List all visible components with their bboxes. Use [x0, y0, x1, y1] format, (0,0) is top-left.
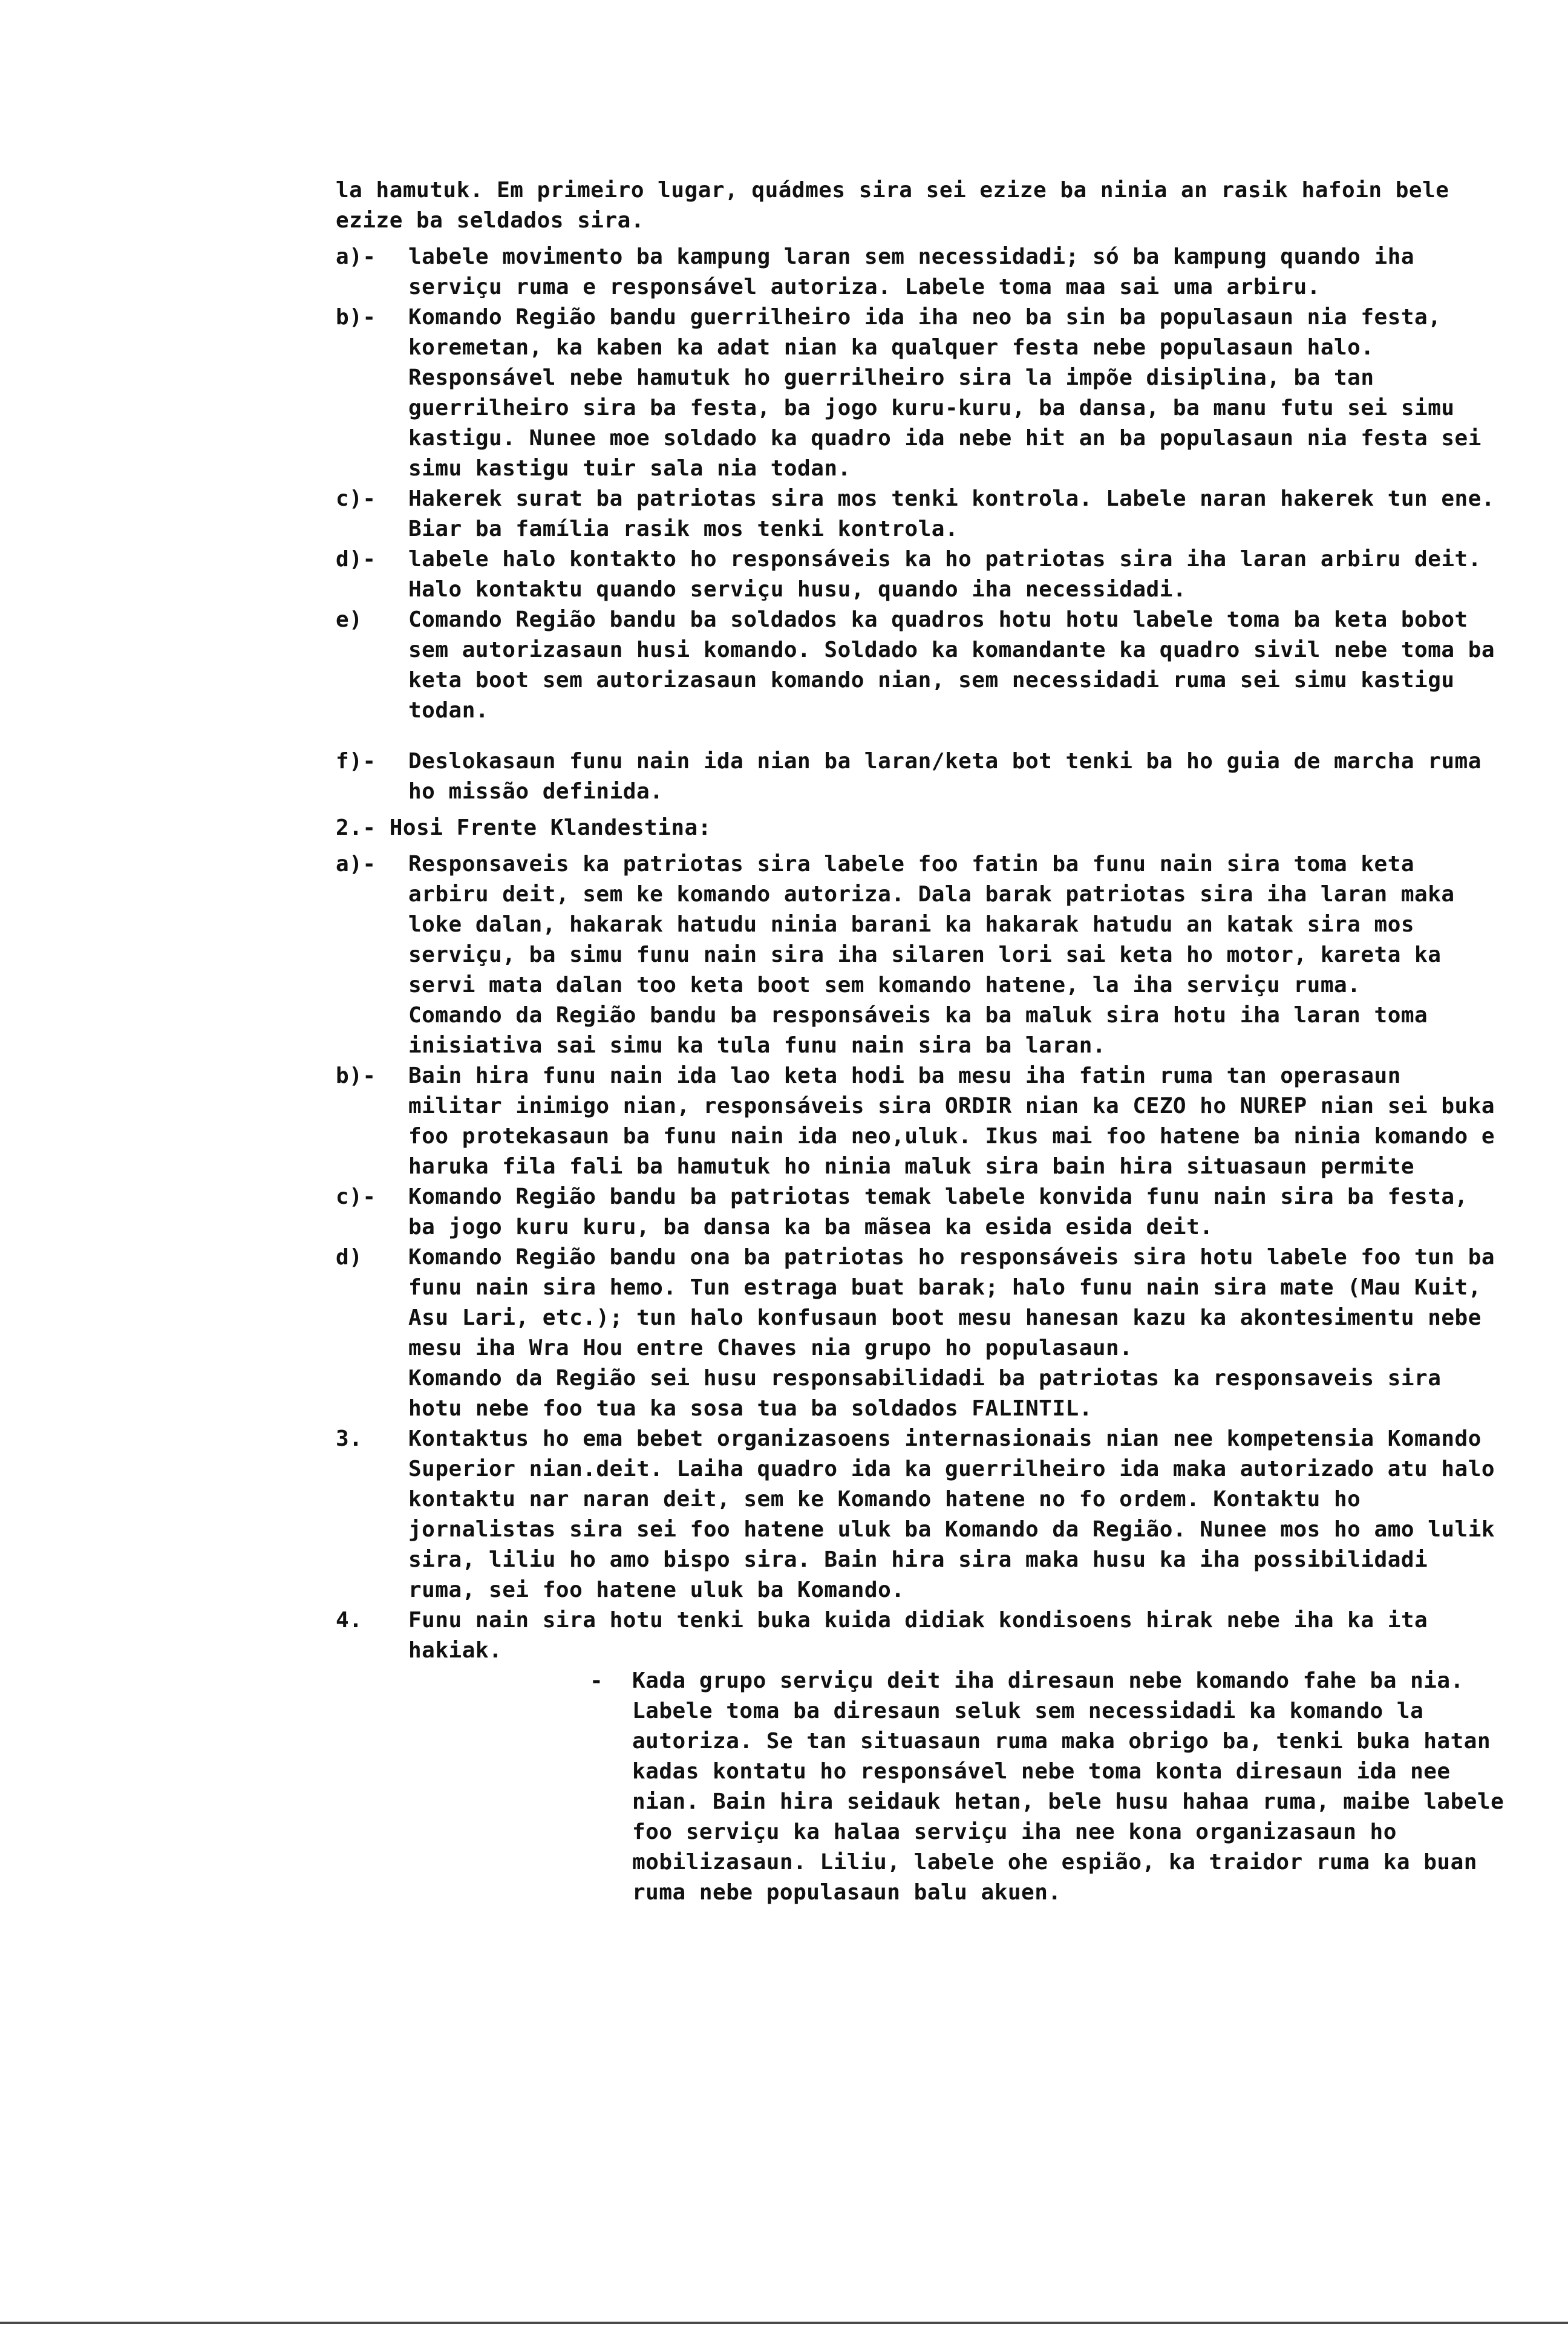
section2-item-b — [336, 1061, 1506, 1182]
section2-item-d — [336, 1242, 1506, 1424]
section-number: 4. — [336, 1608, 363, 1633]
section2-heading: 2.- Hosi Frente Klandestina: — [336, 815, 711, 840]
item-text: Komando Região bandu ona ba patriotas ho responsáveis sira hotu labele foo tun ba funu nain sira hemo. Tun estraga buat barak; halo funu nain sira mate (Mau Kuit, Asu Lari, etc.); tun halo konfusaun boot mesu hanesan kazu ka akontesimentu nebe mesu iha Wra Hou entre Chaves nia grupo ho populasaun. — [408, 1245, 1495, 1360]
item-text: labele halo kontakto ho responsáveis ka ho patriotas sira iha laran arbiru deit. Halo kontaktu quando serviçu husu, quando iha necessidadi. — [408, 547, 1481, 602]
section1-item-f — [336, 746, 1506, 807]
item-label: d)- — [336, 547, 376, 572]
document-body — [336, 175, 1506, 1908]
item-text: Responsaveis ka patriotas sira labele foo fatin ba funu nain sira toma keta arbiru deit, sem ke komando autoriza. Dala barak patriotas sira iha laran maka loke dalan, hakarak hatudu ninia barani ka hakarak hatudu an katak sira mos serviçu, ba simu funu nain sira iha silaren lori sai keta ho motor, kareta ka servi mata dalan too keta boot sem komando hatene, la iha serviçu ruma. — [408, 852, 1455, 997]
dash-list-item — [590, 1666, 1506, 1908]
section1-item-a — [336, 242, 1506, 302]
dash-item-text: Kada grupo serviçu deit iha diresaun nebe komando fahe ba nia. Labele toma ba diresaun seluk sem necessidadi ka komando la autoriza. Se tan situasaun ruma maka obrigo ba, tenki buka hatan kadas kontatu ho responsável nebe toma konta diresaun ida nee nian. Bain hira seidauk hetan, bele husu hahaa ruma, maibe labele foo serviçu ka halaa serviçu iha nee kona organizasaun ho mobilizasaun. Liliu, labele ohe espião, ka traidor ruma ka buan ruma nebe populasaun balu akuen. — [632, 1668, 1504, 1905]
item-text: Komando Região bandu ba patriotas temak labele konvida funu nain sira ba festa, ba jogo kuru kuru, ba dansa ka ba mãsea ka esida esida deit. — [408, 1184, 1468, 1239]
item-text: Komando Região bandu guerrilheiro ida iha neo ba sin ba populasaun nia festa, koremetan, ka kaben ka adat nian ka qualquer festa nebe populasaun halo. Responsável nebe hamutuk ho guerrilheiro sira la impõe disiplina, ba tan guerrilheiro sira ba festa, ba jogo kuru-kuru, ba dansa, ba manu futu sei simu kastigu. Nunee moe soldado ka quadro ida nebe hit an ba populasaun nia festa sei simu kastigu tuir sala nia todan. — [408, 305, 1481, 481]
item-label: f)- — [336, 749, 376, 774]
item-label: b)- — [336, 305, 376, 330]
item-text: Komando da Região sei husu responsabilidadi ba patriotas ka responsaveis sira hotu nebe foo tua ka sosa tua ba soldados FALINTIL. — [408, 1366, 1442, 1421]
item-label: e) — [336, 607, 363, 632]
item-text: Comando Região bandu ba soldados ka quadros hotu hotu labele toma ba keta bobot sem autorizasaun husi komando. Soldado ka komandante ka quadro sivil nebe toma ba keta boot sem autorizasaun komando nian, sem necessidadi ruma sei simu kastigu todan. — [408, 607, 1495, 723]
section1-item-b — [336, 302, 1506, 484]
dash-marker: - — [590, 1668, 604, 1693]
section4 — [336, 1605, 1506, 1666]
item-label: c)- — [336, 486, 376, 511]
item-text: Hakerek surat ba patriotas sira mos tenki kontrola. Labele naran hakerek tun ene. Biar ba família rasik mos tenki kontrola. — [408, 486, 1495, 541]
item-label: c)- — [336, 1184, 376, 1209]
item-label: a)- — [336, 244, 376, 269]
item-text: Deslokasaun funu nain ida nian ba laran/keta bot tenki ba ho guia de marcha ruma ho missão definida. — [408, 749, 1481, 804]
item-label: b)- — [336, 1063, 376, 1088]
section1-item-c — [336, 484, 1506, 544]
item-text: labele movimento ba kampung laran sem necessidadi; só ba kampung quando iha serviçu ruma e responsável autoriza. Labele toma maa sai uma arbiru. — [408, 244, 1415, 299]
item-label: a)- — [336, 852, 376, 877]
item-text: Bain hira funu nain ida lao keta hodi ba mesu iha fatin ruma tan operasaun militar inimigo nian, responsáveis sira ORDIR nian ka CEZO ho NUREP nian sei buka foo protekasaun ba funu nain ida neo,uluk. Ikus mai foo hatene ba ninia komando e haruka fila fali ba hamutuk ho ninia maluk sira bain hira situasaun permite — [408, 1063, 1495, 1179]
item-label: d) — [336, 1245, 363, 1270]
section1-item-e — [336, 605, 1506, 726]
item-text: Comando da Região bandu ba responsáveis ka ba maluk sira hotu iha laran toma inisiativa sai simu ka tula funu nain sira ba laran. — [408, 1003, 1428, 1058]
section-text: Kontaktus ho ema bebet organizasoens internasionais nian nee kompetensia Komando Superior nian.deit. Laiha quadro ida ka guerrilheiro ida maka autorizado atu halo kontaktu nar naran deit, sem ke Komando hatene no fo ordem. Kontaktu ho jornalistas sira sei foo hatene uluk ba Komando da Região. Nunee mos ho amo lulik sira, liliu ho amo bispo sira. Bain hira sira maka husu ka iha possibilidadi ruma, sei foo hatene uluk ba Komando. — [408, 1426, 1495, 1602]
section-text: Funu nain sira hotu tenki buka kuida didiak kondisoens hirak nebe iha ka ita hakiak. — [408, 1608, 1428, 1663]
section-number: 3. — [336, 1426, 363, 1451]
page-bottom-edge — [0, 2322, 1568, 2324]
section3 — [336, 1424, 1506, 1605]
section1-item-d — [336, 544, 1506, 605]
intro-paragraph: la hamutuk. Em primeiro lugar, quádmes sira sei ezize ba ninia an rasik hafoin bele ezize ba seldados sira. — [336, 178, 1449, 233]
section2-item-a — [336, 849, 1506, 1061]
section2-item-c — [336, 1182, 1506, 1242]
